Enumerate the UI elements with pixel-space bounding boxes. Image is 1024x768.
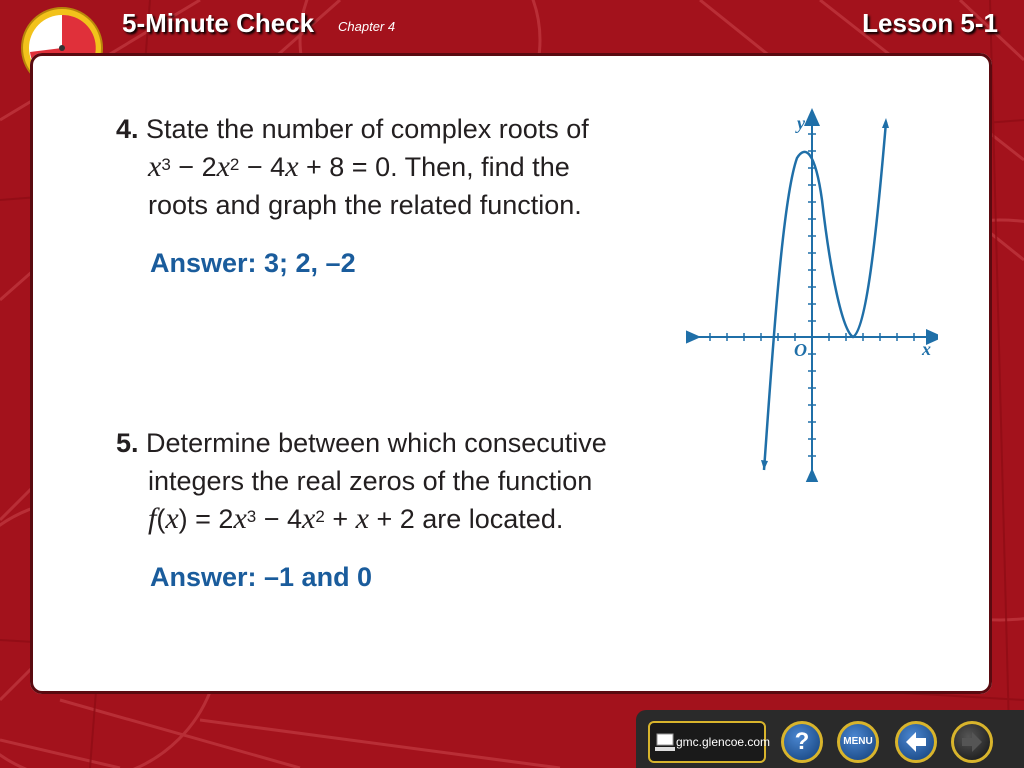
question-5-text-1: Determine between which consecutive [146,428,607,458]
question-5-line-1 [116,424,607,462]
question-4-text-2: . Then, find the [390,152,570,182]
curve-arrow-up [882,118,889,128]
question-5-text-3: are located. [422,504,564,534]
origin-label: O [794,340,807,360]
y-axis-label: y [797,113,805,133]
header-lesson: Lesson 5-1 [862,8,998,38]
question-5-text-2: integers the real zeros of the function [148,466,593,496]
question-4-answer: Answer: 3; 2, –2 [150,248,356,278]
question-4-equation-line [116,148,589,186]
curve-arrow-down [761,460,768,470]
cubic-graph [686,108,938,482]
question-4-number: 4. [116,114,139,144]
question-4-line-1 [116,110,589,148]
forward-button[interactable] [951,721,993,763]
question-5-equation: $f(x) = 2x^3 - 4x^2 + x + 2$ [148,502,423,535]
glencoe-site-button[interactable] [648,721,771,763]
question-5-answer: Answer: –1 and 0 [150,562,373,592]
question-5 [116,424,607,538]
question-4-equation: $x^3 - 2x^2 - 4x + 8 = 0$ [148,150,391,183]
function-curve [764,122,886,470]
question-4-text-3: roots and graph the related function. [148,190,582,220]
help-button[interactable] [781,721,823,763]
help-icon: ? [794,728,810,755]
menu-icon: MENU [843,736,873,747]
site-label: gmc.glencoe.com [676,735,771,749]
question-4 [116,110,589,224]
question-4-text-1: State the number of complex roots of [146,114,589,144]
x-axis-label: x [922,339,931,359]
computer-icon [655,733,677,753]
question-5-equation-line [116,500,607,538]
header-title: 5-Minute Check [122,8,315,38]
back-button[interactable] [895,721,937,763]
back-arrow-icon [898,724,934,760]
question-5-number: 5. [116,428,139,458]
menu-button[interactable] [837,721,879,763]
forward-arrow-icon [954,724,990,760]
header-chapter: Chapter 4 [338,19,396,34]
